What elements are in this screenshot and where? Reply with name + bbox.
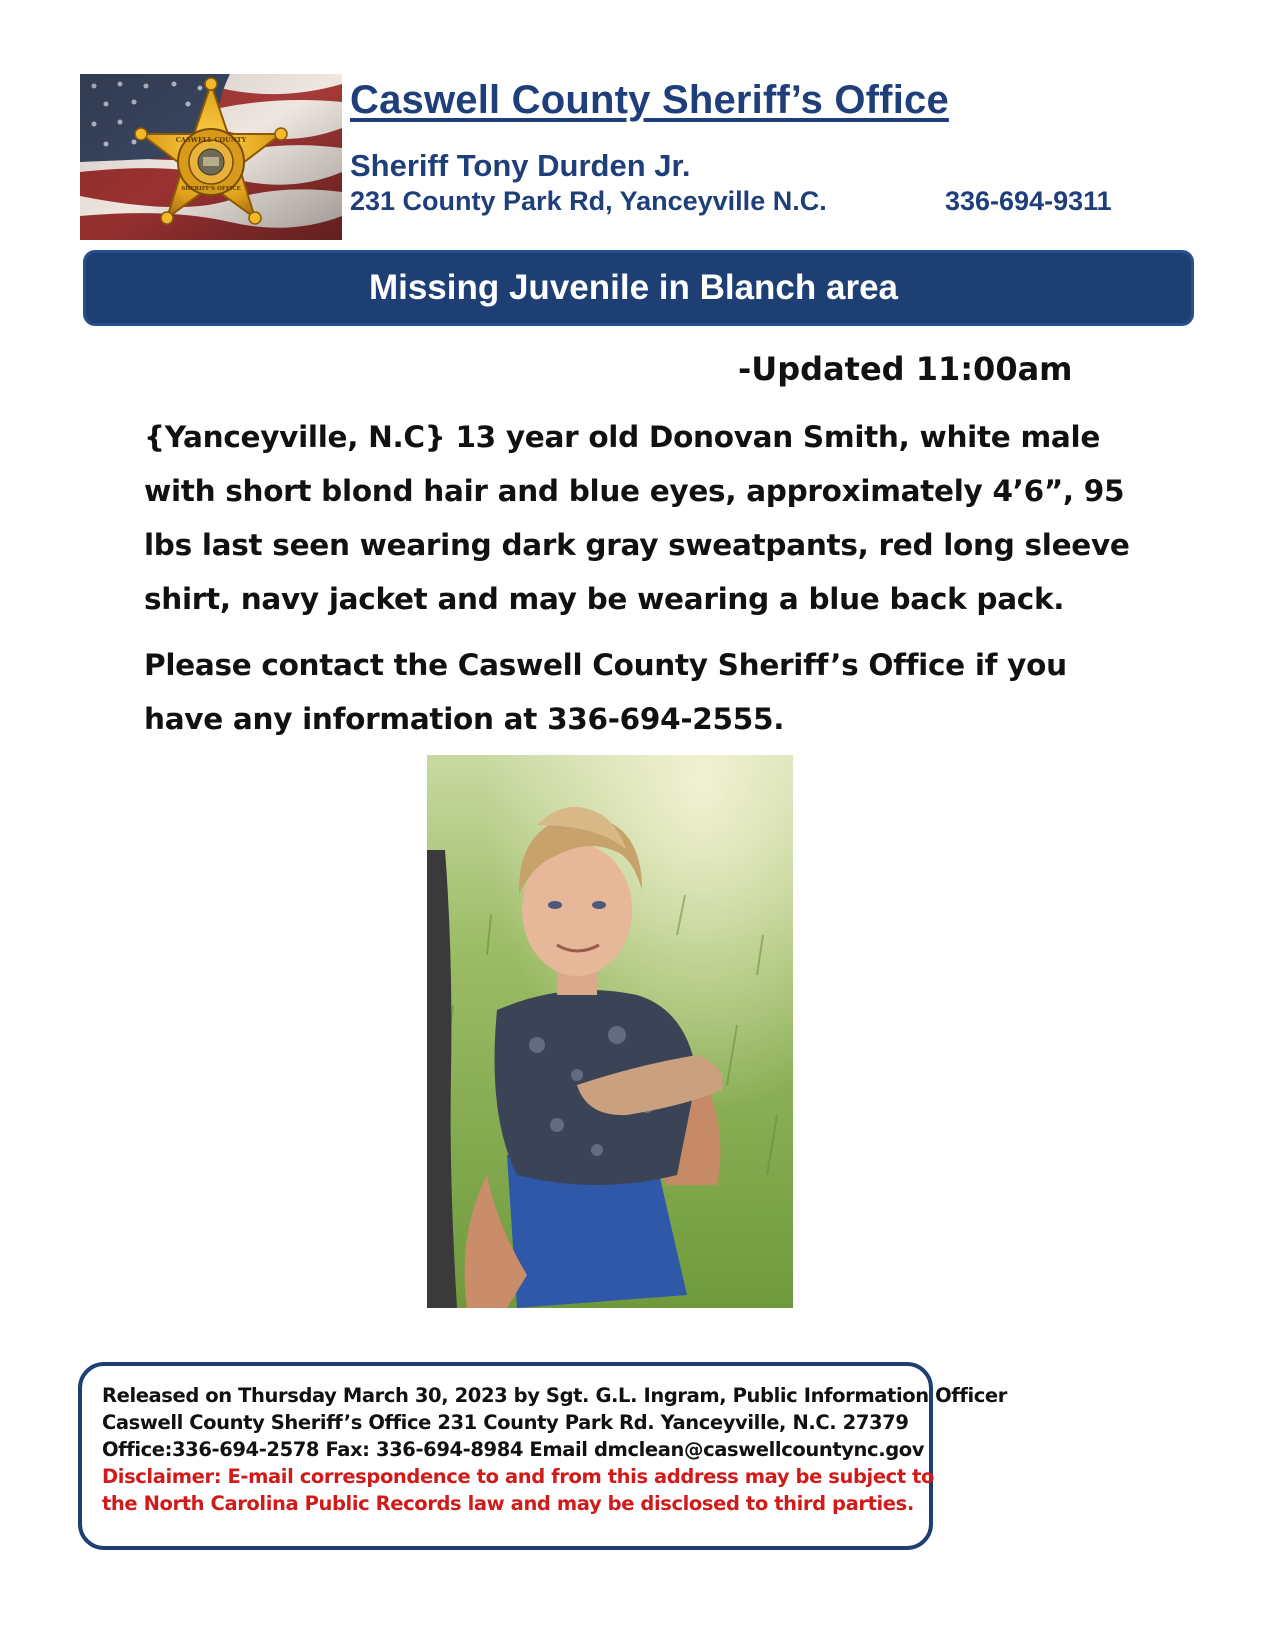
contact-paragraph: Please contact the Caswell County Sheriff’s Office if you have any information at 336-694-2555. xyxy=(144,648,1067,736)
missing-juvenile-photo xyxy=(427,755,793,1308)
photo-graphic xyxy=(427,755,793,1308)
badge-text-top: CASWELL COUNTY xyxy=(175,136,247,144)
description-paragraph: {Yanceyville, N.C} 13 year old Donovan Smith, white male with short blond hair and blue eyes, approximately 4’6”, 95 lbs last seen wearing dark gray sweatpants, red long sleeve shirt, navy jacket and may be wearing a blue back pack. xyxy=(144,420,1130,616)
flag-badge-graphic xyxy=(80,74,342,240)
disclaimer-line-2: the North Carolina Public Records law and may be disclosed to third parties. xyxy=(102,1492,914,1515)
release-line-2: Caswell County Sheriff’s Office 231 County Park Rd. Yanceyville, N.C. 27379 xyxy=(102,1411,909,1434)
banner-title: Missing Juvenile in Blanch area xyxy=(368,268,899,307)
disclaimer-line-1: Disclaimer: E-mail correspondence to and from this address may be subject to xyxy=(102,1465,935,1488)
office-address: 231 County Park Rd, Yanceyville N.C. xyxy=(350,186,827,216)
release-line-1: Released on Thursday March 30, 2023 by Sgt. G.L. Ingram, Public Information Officer xyxy=(102,1384,1007,1407)
release-info-box xyxy=(78,1362,1007,1550)
sheriff-badge-logo xyxy=(80,74,342,240)
office-phone: 336-694-9311 xyxy=(945,186,1112,216)
release-contact-line: Office:336-694-2578 Fax: 336-694-8984 Email dmclean@caswellcountync.gov xyxy=(102,1438,925,1461)
title-banner xyxy=(83,250,1194,326)
badge-text-bottom: SHERIFF'S OFFICE xyxy=(181,186,241,192)
sheriff-name: Sheriff Tony Durden Jr. xyxy=(350,148,691,183)
org-title: Caswell County Sheriff’s Office xyxy=(350,78,949,122)
updated-time: -Updated 11:00am xyxy=(738,350,1073,388)
